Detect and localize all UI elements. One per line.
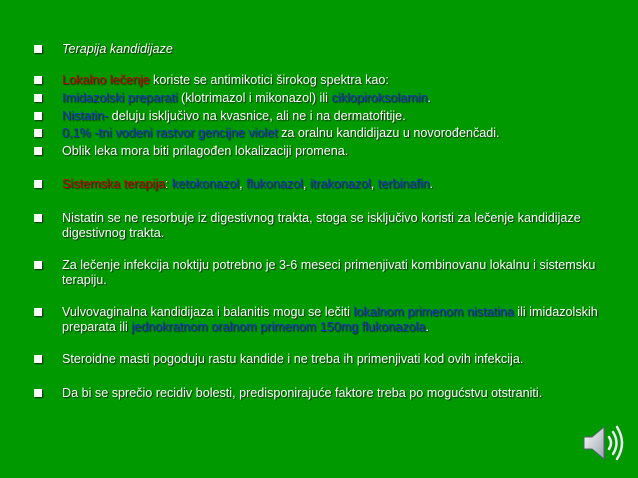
bullet-square — [34, 214, 42, 222]
item-text — [62, 177, 628, 192]
item-text — [62, 109, 628, 124]
text-segment: Lokalno lečenje — [62, 73, 150, 87]
text-segment: deluju isključivo na kvasnice, ali ne i na dermatofitije. — [108, 109, 406, 123]
text-segment: Oblik leka mora biti prilagođen lokalizaciji promena. — [62, 144, 349, 158]
text-segment: Za lečenje infekcija noktiju potrebno je 3-6 meseci primenjivati kombinovanu lokalnu i sistemsku terapiju. — [62, 258, 596, 287]
text-segment: Sistemska terapija — [62, 177, 165, 191]
text-segment: , — [302, 177, 310, 191]
bullet-square — [34, 261, 42, 269]
text-segment: ciklopiroksolamin — [331, 91, 428, 105]
item-text — [62, 258, 628, 288]
text-segment: Vulvovaginalna kandidijaza i balanitis mogu se lečiti — [62, 305, 354, 319]
item-text — [62, 211, 628, 241]
bullet-square — [34, 147, 42, 155]
text-segment: Nistatin se ne resorbuje iz digestivnog trakta, stoga se isključivo koristi za lečenje kandidijaze digestivnog trakta. — [62, 211, 581, 240]
speaker-icon[interactable] — [580, 420, 626, 466]
text-segment: jednokratnom oralnom primenom 150mg flukonazola — [131, 320, 426, 334]
text-segment: flukonazol — [246, 177, 303, 191]
bullet-square — [34, 355, 42, 363]
text-segment: lokalnom primenom nistatina — [353, 305, 514, 319]
item-text — [62, 42, 628, 57]
text-segment: Imidazolski preparati — [62, 91, 178, 105]
item-text — [62, 305, 628, 335]
text-segment: Terapija kandidijaze — [62, 42, 173, 56]
text-segment: Da bi se sprečio recidiv bolesti, predisponirajuće faktore treba po mogućstvu otstraniti. — [62, 386, 543, 400]
text-segment: . — [425, 320, 429, 334]
text-segment: , — [370, 177, 378, 191]
bullet-square — [34, 308, 42, 316]
text-segment: koriste se antimikotici širokog spektra kao: — [149, 73, 389, 87]
text-segment: (klotrimazol i mikonazol) ili — [177, 91, 332, 105]
item-text — [62, 73, 628, 88]
bullet-square — [34, 76, 42, 84]
text-segment: Steroidne masti pogoduju rastu kandide i ne treba ih primenjivati kod ovih infekcija. — [62, 352, 524, 366]
text-segment: 0,1% -tni vodeni rastvor gencijne violet — [62, 126, 278, 140]
bullet-square — [34, 45, 42, 53]
text-segment: : — [164, 177, 172, 191]
text-segment: Nistatin- — [62, 109, 109, 123]
bullet-square — [34, 94, 42, 102]
text-segment: za oralnu kandidijazu u novorođenčadi. — [277, 126, 500, 140]
bullet-square — [34, 180, 42, 188]
bullet-square — [34, 129, 42, 137]
bullet-square — [34, 389, 42, 397]
item-text — [62, 144, 628, 159]
item-text — [62, 352, 628, 367]
text-segment: itrakonazol — [309, 177, 371, 191]
item-text — [62, 91, 628, 106]
text-segment: terbinafin — [377, 177, 430, 191]
text-segment: , — [239, 177, 247, 191]
item-text — [62, 386, 628, 401]
item-text — [62, 126, 628, 141]
text-segment: ili imidazolskih preparata ili — [62, 305, 598, 334]
text-segment: ketokonazol — [171, 177, 240, 191]
text-segment: . — [429, 177, 434, 191]
text-segment: . — [427, 91, 431, 105]
bullet-square — [34, 112, 42, 120]
